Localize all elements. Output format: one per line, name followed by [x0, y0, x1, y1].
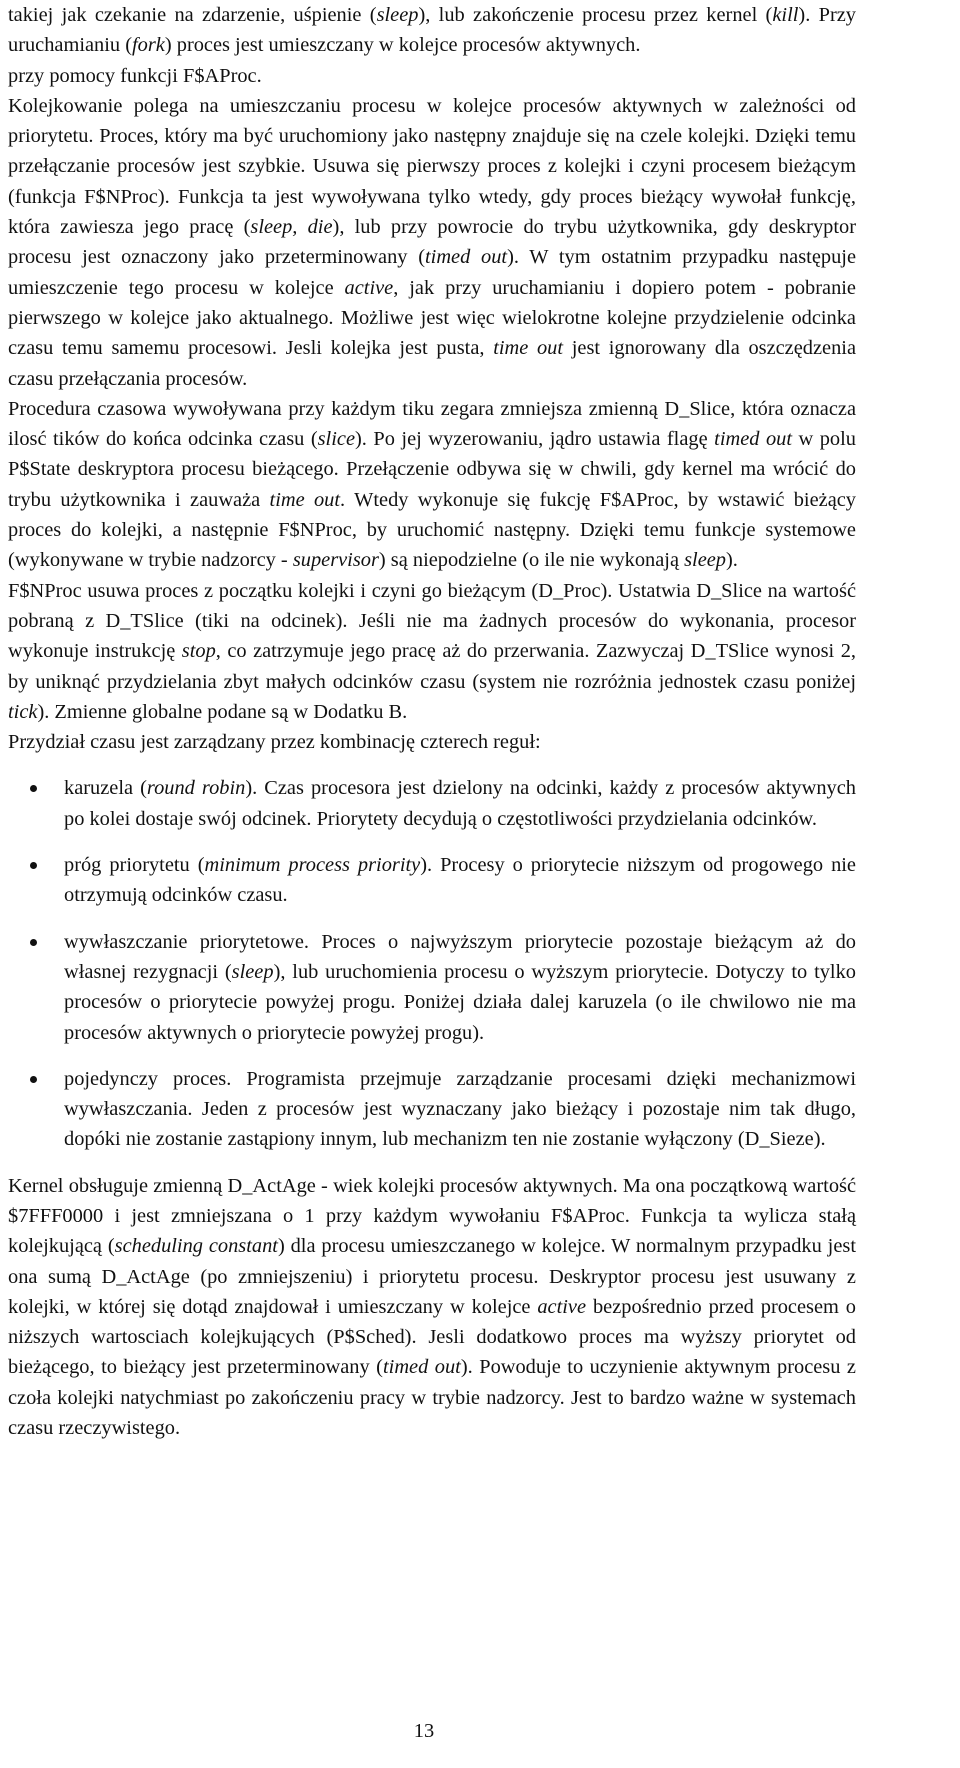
bullet-icon	[30, 862, 37, 869]
text-run: . Wtedy wykonuje się fukcję F$AProc, by wstawić bieżący proces do kolejki, a następnie F$NProc, by uruchomić następny. Dzięki temu funkcje systemowe (wykonywane w trybie nadzorcy -	[8, 488, 856, 572]
rules-list	[8, 773, 856, 1154]
paragraph-timer-procedure	[8, 394, 856, 576]
paragraph-process-states	[8, 0, 856, 61]
text-run: ), lub zakończenie procesu przez kernel (	[418, 4, 773, 26]
emphasis-term: minimum process priority	[204, 854, 421, 877]
emphasis-term: round robin	[146, 777, 246, 800]
bullet-icon	[30, 1076, 37, 1083]
paragraph-nproc	[8, 576, 856, 727]
emphasis-term: tick	[8, 700, 38, 723]
emphasis-term: fork	[132, 34, 165, 57]
text-run: , co zatrzymuje jego pracę aż do przerwania. Zazwyczaj D_TSlice wynosi 2, by uniknąć przydzielania zbyt małych odcinków czasu (system nie rozróżnia jednostek czasu poniżej	[8, 640, 856, 693]
text-run: Kernel obsługuje zmienną D_ActAge - wiek kolejki procesów aktywnych. Ma ona początkową wartość $7FFF0000 i jest zmniejszana o 1 przy każdym wywołaniu F$AProc. Funkcja ta wylicza stałą kolejkującą (	[8, 1174, 856, 1258]
text-run: ), lub przy powrocie do trybu użytkownika, gdy deskryptor procesu jest oznaczony jako przeterminowany (	[8, 216, 856, 269]
text-run: ) dla procesu umieszczanego w kolejce. W normalnym przypadku jest ona sumą D_ActAge (po zmniejszeniu) i priorytetu procesu. Deskryptor procesu jest usuwany z kolejki, w której się dotąd znajdował i umieszczany w kolejce	[8, 1235, 856, 1318]
emphasis-term: supervisor	[292, 549, 379, 572]
paragraph-actage	[8, 1171, 856, 1444]
emphasis-term: time out	[493, 337, 564, 360]
emphasis-term: kill	[772, 4, 799, 26]
emphasis-term: sleep	[684, 549, 726, 572]
text-run: bezpośrednio przed procesem o niższych wartosciach kolejkujących (P$Sched). Jesli dodatkowo proces ma wyższy priorytet od bieżącego, to bieżący jest przeterminowany (	[8, 1295, 856, 1379]
text-run: ).	[726, 549, 738, 572]
paragraph-aproc: przy pomocy funkcji F$AProc.	[8, 64, 262, 87]
emphasis-term: timed out	[425, 246, 508, 269]
emphasis-term: time out	[269, 488, 341, 511]
text-run: ). Powoduje to uczynienie aktywnym procesu z czoła kolejki natychmiast po zakończeniu pracy w trybie nadzorcy. Jest to bardzo ważne w systemach czasu rzeczywistego.	[8, 1356, 856, 1440]
emphasis-term: scheduling constant	[114, 1235, 278, 1258]
text-run: ), lub uruchomienia procesu o wyższym priorytecie. Dotyczy to tylko procesów o priorytecie powyżej progu. Poniżej działa dalej karuzela (o ile chwilowo nie ma procesów aktywnych o priorytecie powyżej progu).	[64, 960, 856, 1044]
paragraph-queueing	[8, 91, 856, 394]
bullet-icon	[30, 785, 37, 792]
paragraph-rules-intro: Przydział czasu jest zarządzany przez kombinację czterech reguł:	[8, 731, 541, 754]
text-run: ). Zmienne globalne podane są w Dodatku B.	[37, 700, 408, 723]
text-run: Kolejkowanie polega na umieszczaniu procesu w kolejce procesów aktywnych w zależności od priorytetu. Proces, który ma być uruchomiony jako następny znajduje się na czele kolejki. Dzięki temu przełączanie procesów jest szybkie. Usuwa się pierwszy proces z kolejki i czyni procesem bieżącym (funkcja F$NProc). Funkcja ta jest wywoływana tylko wtedy, gdy proces bieżący wywołał funkcję, która zawiesza jego pracę (	[8, 94, 856, 239]
text-run: ). Przy uruchamianiu (	[8, 4, 856, 57]
text-run: ). W tym ostatnim przypadku następuje umieszczenie tego procesu w kolejce	[8, 246, 856, 299]
text-run: karuzela (	[64, 777, 147, 800]
text-run: , jak przy uruchamianiu i dopiero potem - pobranie pierwszego w kolejce jako aktualnego. Możliwe jest więc wielokrotne kolejne przydzielenie odcinka czasu temu samemu procesowi. Jesli kolejka jest pusta,	[8, 276, 856, 360]
emphasis-term: timed out	[714, 428, 793, 451]
text-run: w polu P$State deskryptora procesu bieżącego. Przełączenie odbywa się w chwili, gdy kernel ma wrócić do trybu użytkownika i zauważa	[8, 428, 856, 511]
list-item	[8, 850, 856, 911]
text-run: ) proces jest umieszczany w kolejce procesów aktywnych.	[164, 34, 641, 57]
text-run: pojedynczy proces. Programista przejmuje zarządzanie procesami dzięki mechanizmowi wywłaszczania. Jeden z procesów jest wyznaczany jako bieżący i pozostaje nim tak długo, dopóki nie zostanie zastąpiony innym, lub mechanizm ten nie zostanie wyłączony (D_Sieze).	[64, 1067, 856, 1151]
bullet-icon	[30, 939, 37, 946]
text-run: ) są niepodzielne (o ile nie wykonają	[378, 549, 685, 572]
text-run: próg priorytetu (	[64, 854, 205, 877]
emphasis-term: stop	[181, 640, 216, 663]
page-number: 13	[413, 1720, 435, 1742]
emphasis-term: active	[344, 276, 394, 299]
emphasis-term: active	[537, 1295, 587, 1318]
list-item	[8, 1064, 856, 1155]
text-run: F$NProc usuwa proces z początku kolejki i czyni go bieżącym (D_Proc). Ustatwia D_Slice na wartość pobraną z D_TSlice (tiki na odcinek). Jeśli nie ma żadnych procesów do wykonania, procesor wykonuje instrukcję	[8, 579, 856, 663]
text-run: wywłaszczanie priorytetowe. Proces o najwyższym priorytecie pozostaje bieżącym aż do własnej rezygnacji (	[64, 930, 856, 983]
text-run: ). Procesy o priorytecie niższym od progowego nie otrzymują odcinków czasu.	[64, 854, 856, 907]
emphasis-term: slice	[317, 428, 355, 451]
emphasis-term: sleep	[231, 960, 274, 983]
text-run: jest ignorowany dla oszczędzenia czasu przełączania procesów.	[8, 337, 856, 390]
emphasis-term: timed out	[382, 1356, 461, 1379]
text-run: ). Po jej wyzerowaniu, jądro ustawia flagę	[355, 428, 715, 451]
emphasis-term: sleep	[376, 4, 419, 26]
text-run: Procedura czasowa wywoływana przy każdym tiku zegara zmniejsza zmienną D_Slice, która oznacza ilosć tików do końca odcinka czasu (	[8, 397, 856, 451]
list-item	[8, 773, 856, 834]
text-run: takiej jak czekanie na zdarzenie, uśpienie (	[8, 4, 377, 26]
text-run: ). Czas procesora jest dzielony na odcinki, każdy z procesów aktywnych po kolei dostaje swój odcinek. Priorytety decydują o częstotliwości przydzielania odcinków.	[64, 777, 856, 830]
list-item	[8, 927, 856, 1048]
document-page	[8, 0, 856, 1443]
emphasis-term: sleep, die	[250, 216, 333, 239]
